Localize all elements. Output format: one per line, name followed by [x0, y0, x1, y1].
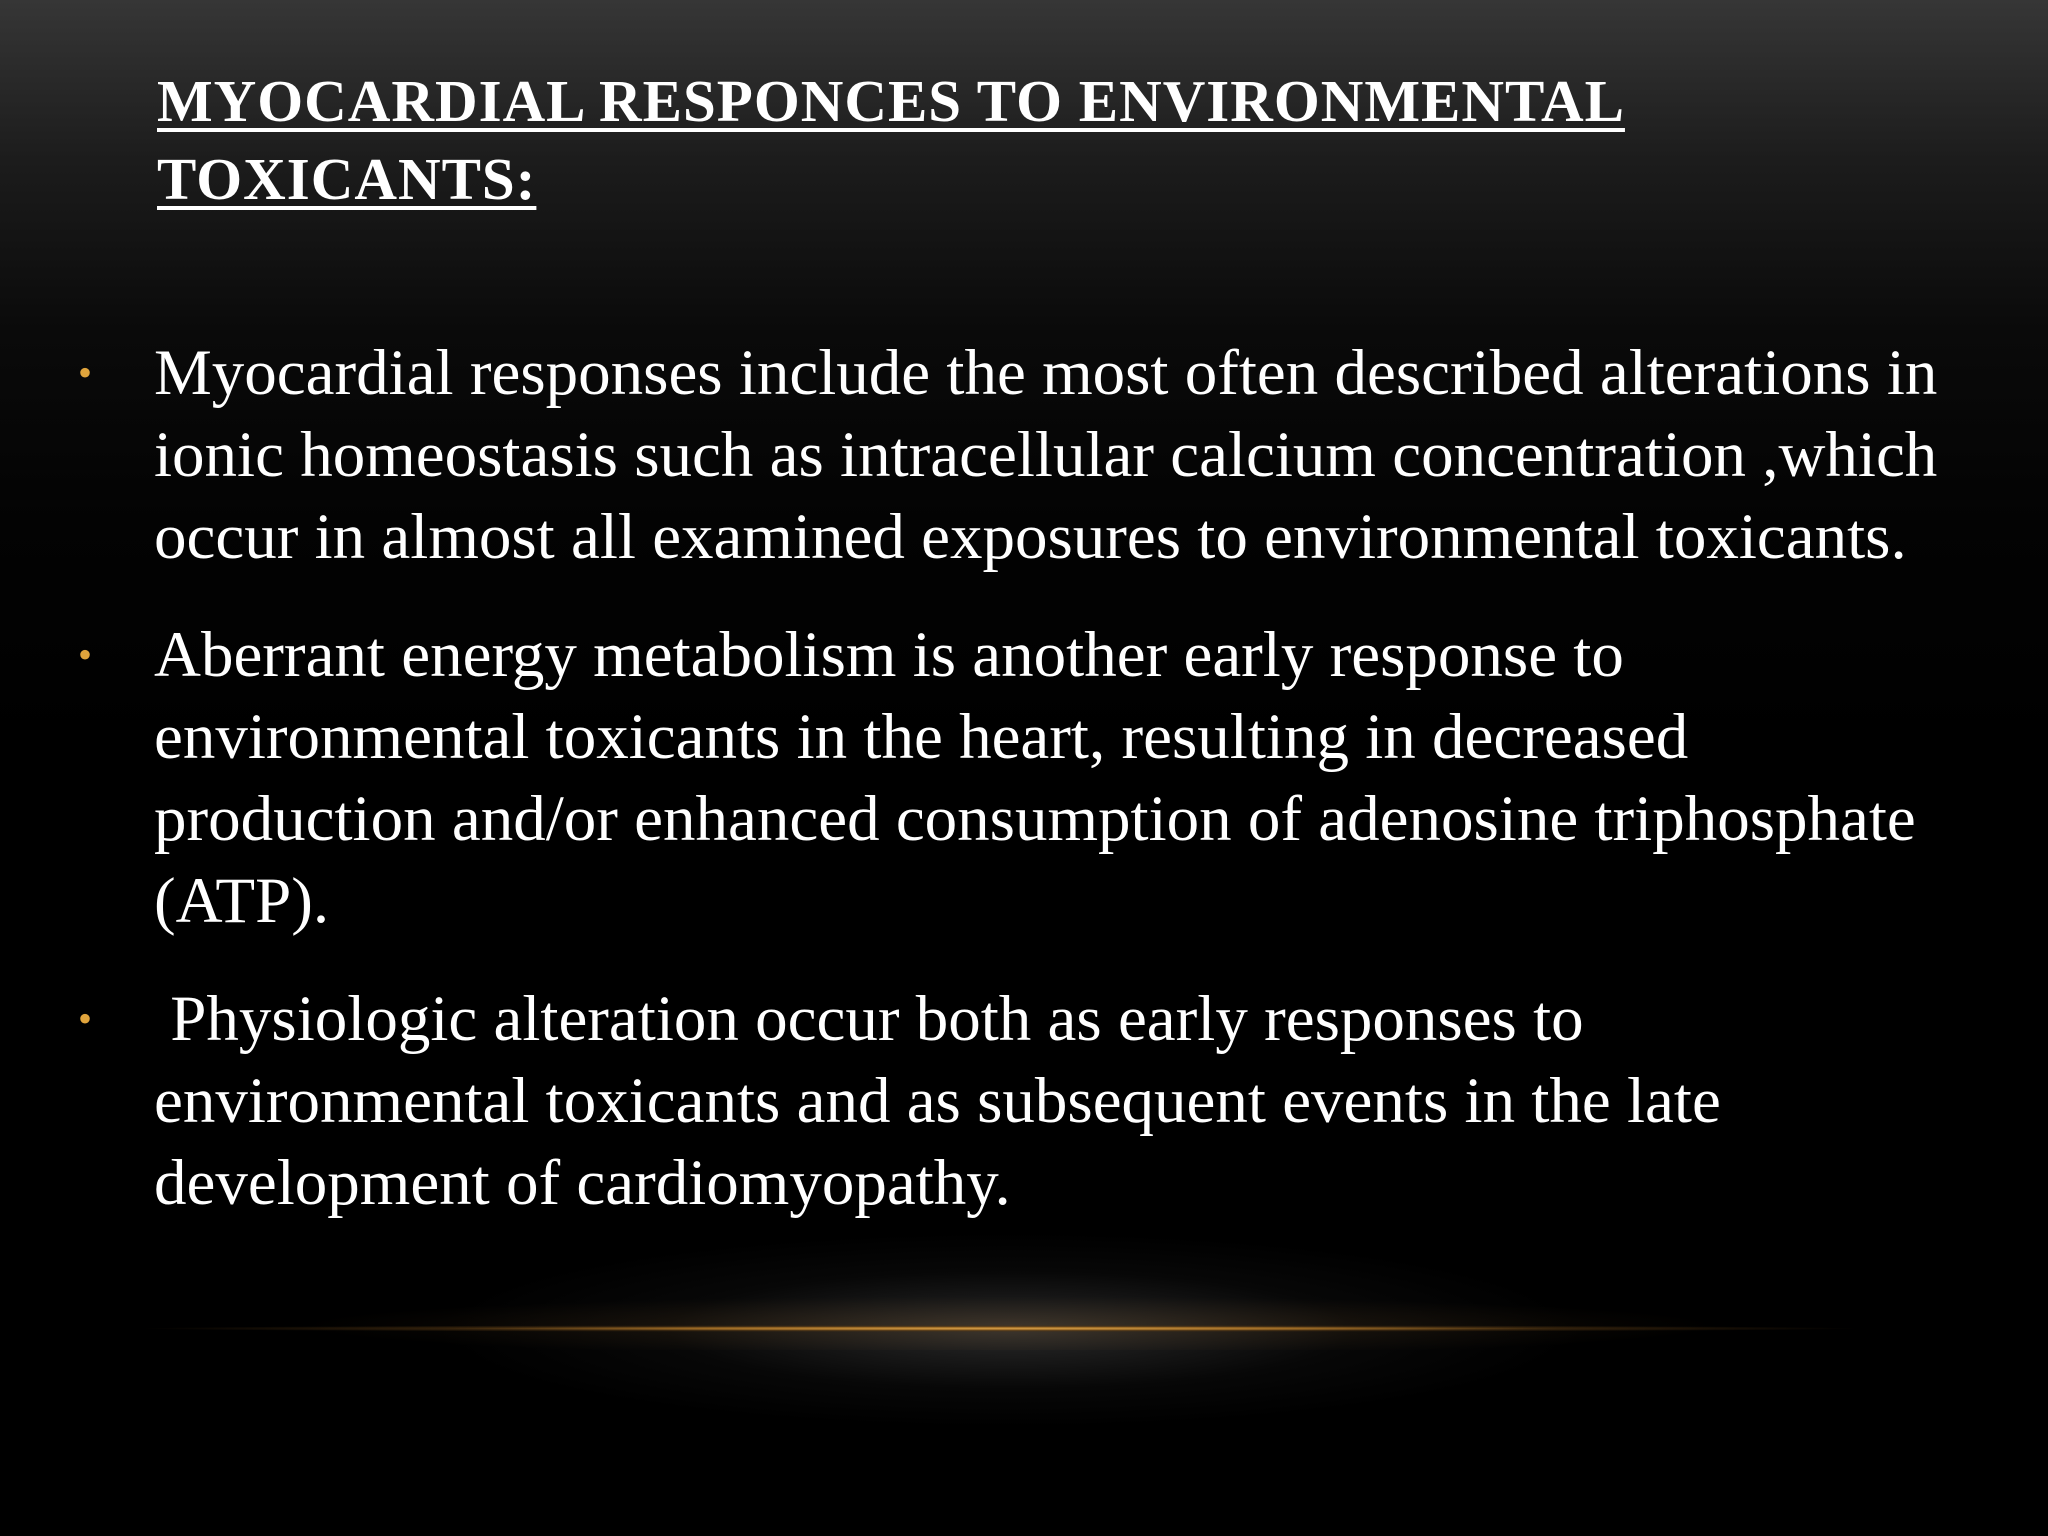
divider-glow — [300, 1290, 1720, 1350]
bullet-item — [0, 978, 1974, 1224]
bullet-item — [0, 332, 1974, 578]
slide-title: MYOCARDIAL RESPONCES TO ENVIRONMENTAL TOXICANTS: — [157, 68, 1625, 212]
bullet-item — [0, 614, 1974, 942]
bullet-list — [0, 332, 2048, 1260]
gold-divider-line — [140, 1325, 1860, 1332]
bullet-text: Aberrant energy metabolism is another early response to environmental toxicants in the heart, resulting in decreased production and/or enhanced consumption of adenosine triphosphate (ATP). — [154, 619, 1916, 937]
bullet-text: Physiologic alteration occur both as early responses to environmental toxicants and as subsequent events in the late development of cardiomyopathy. — [154, 983, 1738, 1219]
bullet-dot-icon: • — [78, 996, 93, 1041]
bullet-text: Myocardial responses include the most often described alterations in ionic homeostasis such as intracellular calcium concentration ,which occur in almost all examined exposures to environmental toxicants. — [154, 337, 1938, 573]
bullet-dot-icon: • — [78, 632, 93, 677]
bullet-dot-icon: • — [78, 350, 93, 395]
